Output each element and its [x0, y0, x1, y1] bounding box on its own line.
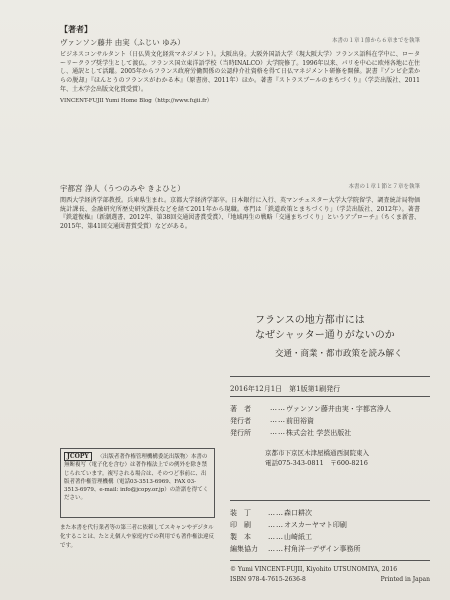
- printing-value: 村角洋一デザイン事務所: [284, 544, 361, 553]
- leader-dots: ……: [268, 509, 284, 517]
- colophon-label: 発行者: [230, 417, 251, 425]
- author-section-label: 【著者】: [60, 24, 92, 34]
- printing-label: 製 本: [230, 532, 251, 541]
- printing-row: [230, 544, 361, 556]
- jcopy-logo: JCOPY: [64, 452, 92, 461]
- printing-value: オスカーヤマト印刷: [284, 520, 347, 529]
- printing-label: 編集協力: [230, 544, 258, 553]
- isbn: ISBN 978-4-7615-2636-8: [230, 575, 306, 583]
- printing-label: 印 刷: [230, 520, 251, 529]
- colophon-label: 著 者: [230, 405, 251, 413]
- printing-value: 山崎紙工: [284, 532, 312, 541]
- jcopy-text: 〈出版者著作権管理機構委託出版物〉本書の無断複写（電子化を含む）は著作権法上での例外を除き禁じられています。複写される場合は、そのつど事前に、出版者著作権管理機構（電話03-3513-6969、FAX 03-3513-6979、e-mail: info@jcopy.or.jp）の許諾を得てください。: [64, 454, 209, 502]
- publisher-address: [265, 449, 369, 469]
- colophon-value: 前田裕資: [286, 417, 314, 425]
- colophon-value: 株式会社 学芸出版社: [286, 429, 352, 437]
- printing-row: [230, 508, 361, 520]
- leader-dots: ……: [270, 404, 286, 412]
- book-subtitle: 交通・商業・都市政策を読み解く: [275, 349, 403, 359]
- author-note: 本書の１章１節から６章までを執筆: [331, 38, 420, 44]
- book-title-block: [255, 313, 425, 359]
- copyright-line: © Yumi VINCENT-FUJII, Kiyohito UTSUNOMIYA, 2016: [230, 566, 398, 573]
- leader-dots: ……: [270, 428, 286, 436]
- colophon-row: [230, 416, 391, 426]
- leader-dots: ……: [268, 532, 284, 541]
- author-entry-2: [60, 184, 420, 232]
- printing-label: 装 丁: [230, 509, 251, 517]
- printing-row: [230, 520, 361, 532]
- leader-dots: ……: [270, 416, 286, 424]
- author-url: VINCENT-FUJII Yumi Home Blog（http://www.fujii.fr）: [60, 98, 213, 105]
- leader-dots: ……: [268, 520, 284, 529]
- jcopy-notice-box: [60, 448, 215, 518]
- divider: [230, 396, 430, 397]
- printing-value: 森口耕次: [284, 509, 312, 517]
- printing-row: [230, 532, 361, 544]
- colophon-row: [230, 404, 391, 414]
- leader-dots: ……: [268, 544, 284, 553]
- scan-notice: また本書を代行業者等の第三者に依頼してスキャンやデジタル化することは、たとえ個人や家庭内での利用でも著作権法違反です。: [60, 525, 215, 549]
- divider: [230, 560, 430, 561]
- copyright-block: [230, 565, 430, 584]
- author-name: ヴァンソン藤井 由実（ふじい ゆみ）: [60, 38, 185, 47]
- divider: [230, 500, 430, 501]
- divider: [230, 376, 430, 377]
- publisher-phone-line: 電話075-343-0811 〒600-8216: [265, 458, 368, 467]
- author-note: 本書の１章１節と７章を執筆: [348, 184, 420, 190]
- edition-line: 2016年12月1日 第1版第1刷発行: [230, 385, 341, 393]
- book-title-line-1: フランスの地方都市には: [255, 315, 365, 326]
- author-name: 宇都宮 浄人（うつのみや きよひと）: [60, 184, 185, 193]
- printed-in: Printed in Japan: [380, 575, 430, 583]
- colophon-label: 発行所: [230, 429, 251, 437]
- publisher-address-line: 京都市下京区木津屋橋通西洞院東入: [265, 449, 369, 457]
- book-title-line-2: なぜシャッター通りがないのか: [255, 330, 395, 341]
- author-bio: 関西大学経済学部教授。兵庫県生まれ。京都大学経済学部卒。日本銀行に入行、英マンチェスター大学大学院留学、調査統計局物価統計課長、金融研究所歴史研究課長などを経て2011年から現職。専門は「鉄道政策とまちづくり」（学芸出版社、2012年）。著書『鉄道復権』（新潮選書、2012年、第38回交通図書賞受賞）、『地域再生の戦略「交通まちづくり」というアプローチ』（ちくま新書、2015年、第41回交通図書賞受賞）などがある。: [60, 196, 420, 230]
- colophon-value: ヴァンソン藤井由実・宇都宮浄人: [286, 405, 391, 413]
- author-bio: ビジネスコンサルタント（日仏異文化経営マネジメント）。大阪出身。大阪外国語大学（現大阪大学）フランス語科在学中に、ローターリークラブ奨学生として渡仏。フランス国立東洋語学校（当時INALCO）大学院修了。1996年以来、パリを中心に欧州各地に在住し、通訳として活躍。2005年からフランス政府労働関係の公認仲介社資格を得て日仏マネジメント研修を開催。訳書『ゾンビ企業からの脱却』『ほんとうのフランスがわかる本』（原書房、2011年）ほか。著書『ストラスブールのまちづくり』（学芸出版社、2011年、土木学会出版文化賞受賞）。: [60, 50, 420, 93]
- colophon-row: [230, 428, 391, 438]
- colophon-list: [230, 404, 391, 440]
- printing-credits: [230, 508, 361, 556]
- author-entry-1: [60, 38, 420, 106]
